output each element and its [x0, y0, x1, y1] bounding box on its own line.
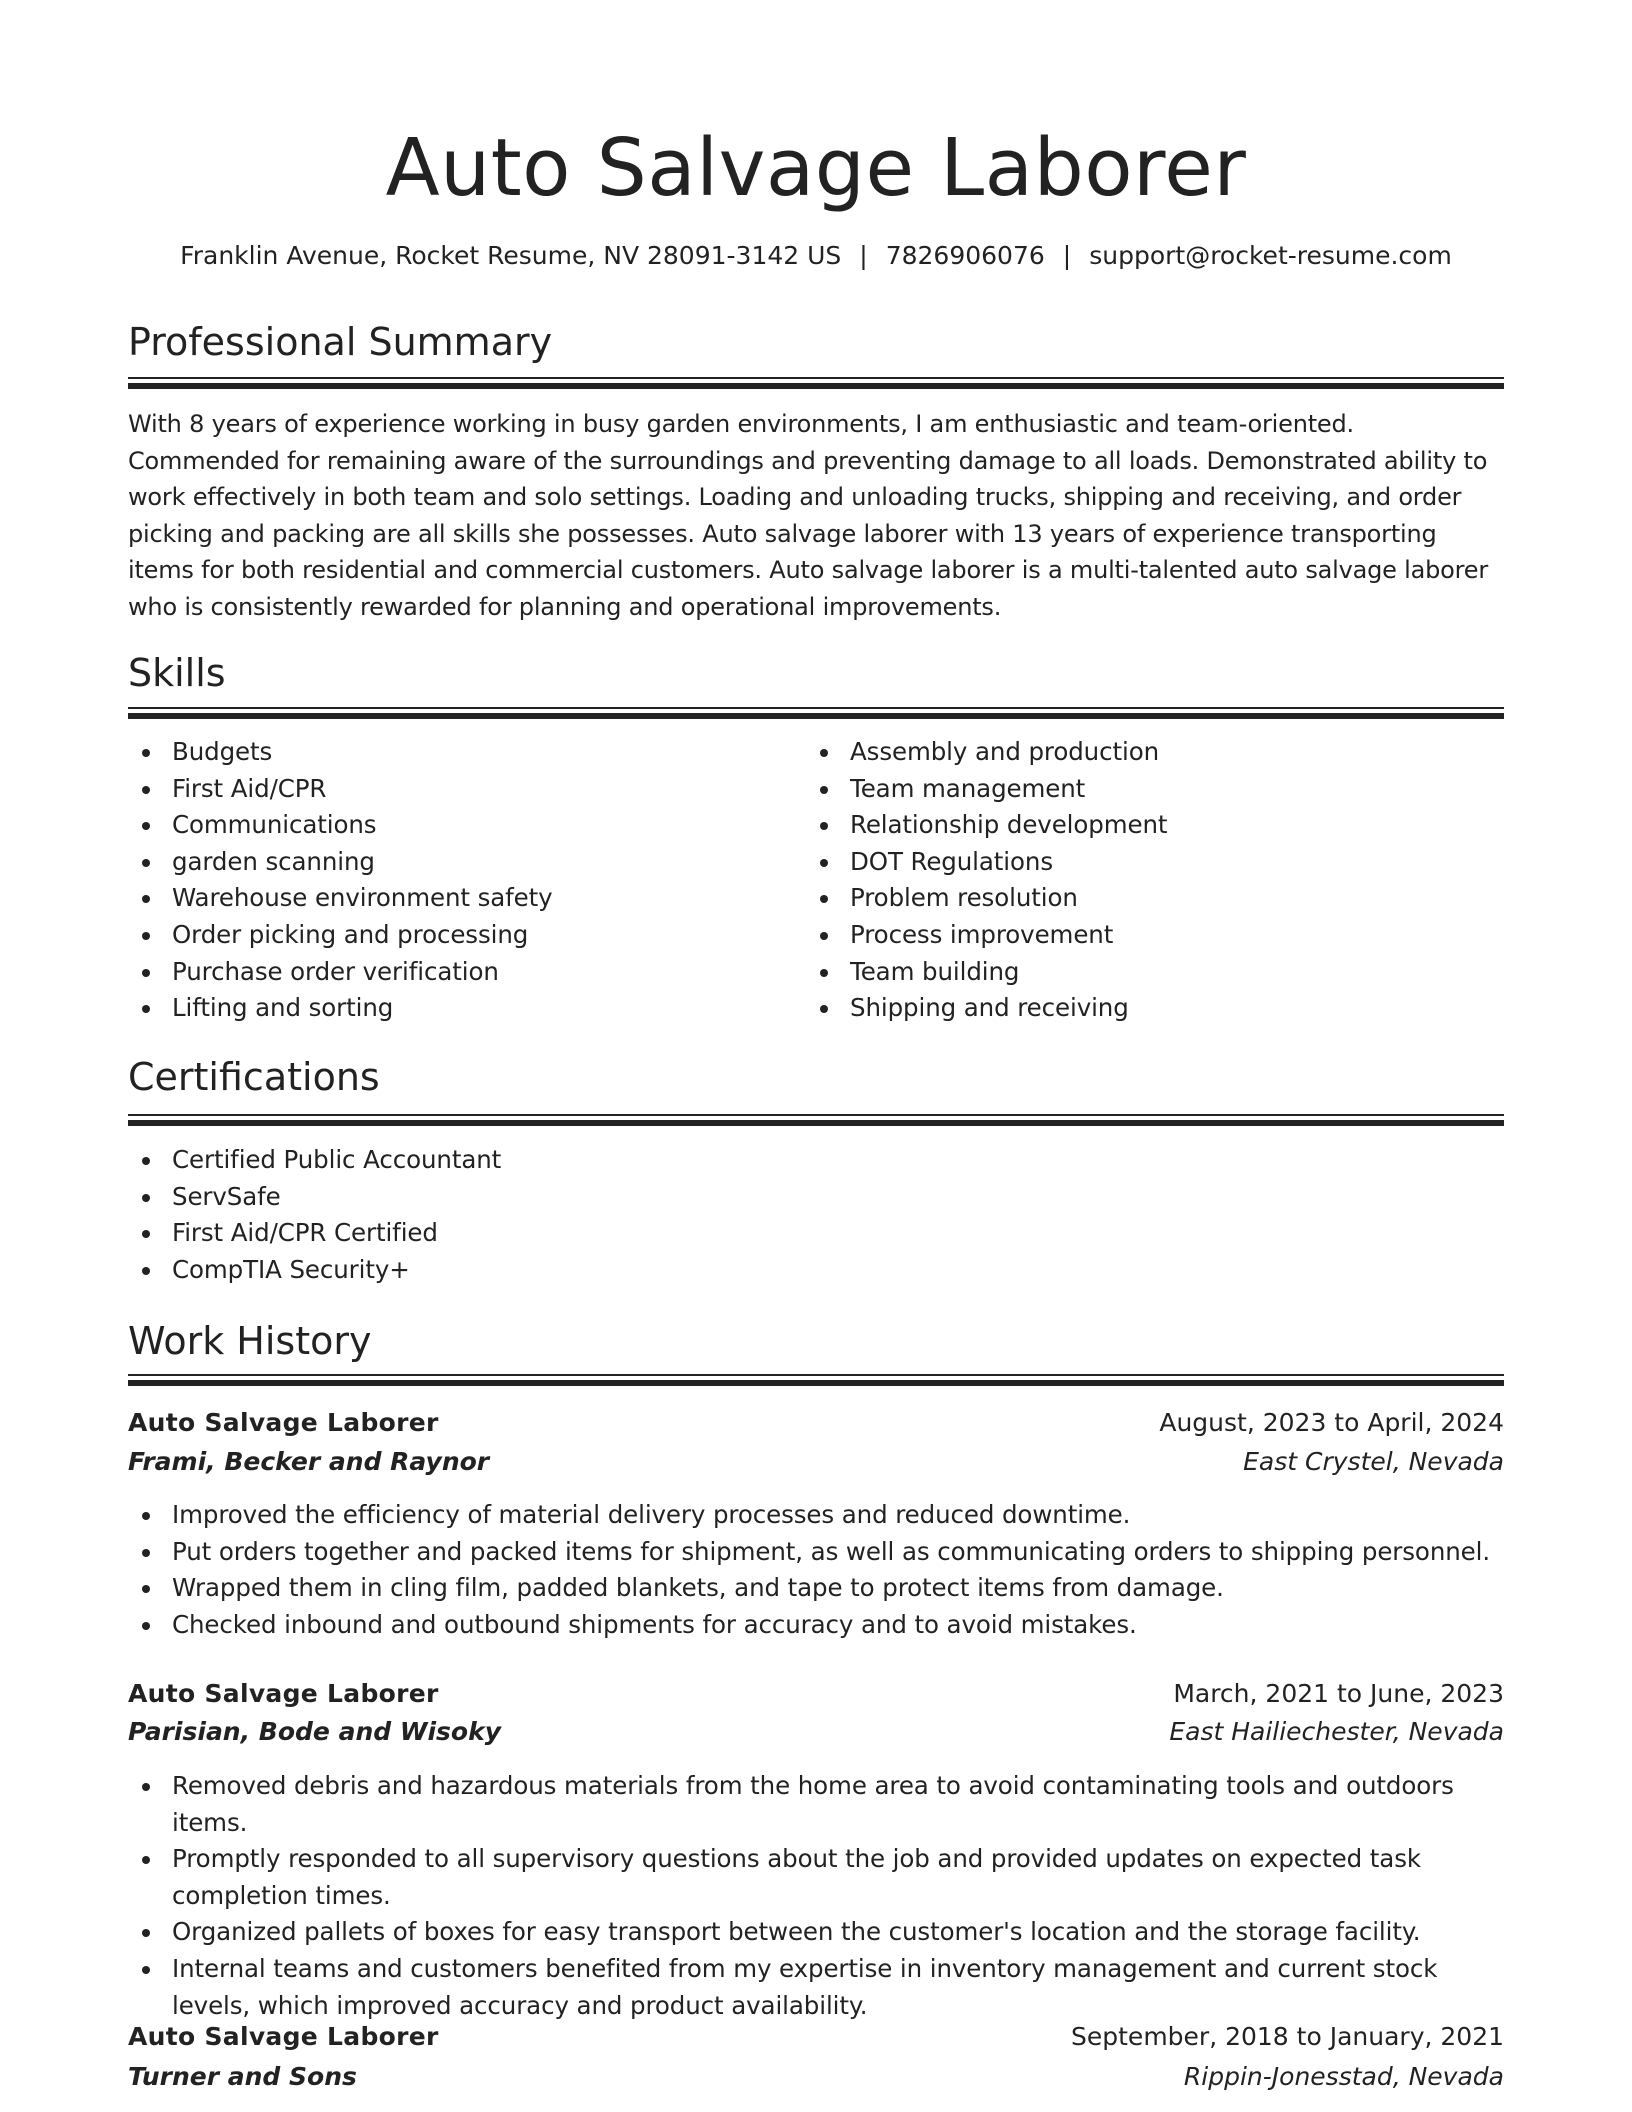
job-company: Frami, Becker and Raynor: [128, 1447, 490, 1476]
job-header: [128, 1403, 1504, 1443]
list-item: Team management: [806, 771, 1506, 808]
list-item: Warehouse environment safety: [128, 880, 788, 917]
job-title: Auto Salvage Laborer: [128, 2022, 439, 2051]
job-header: [128, 1674, 1504, 1714]
job-bullets: [128, 1768, 1504, 2024]
list-item: First Aid/CPR: [128, 771, 788, 808]
job-company: Turner and Sons: [128, 2062, 357, 2091]
list-item: Order picking and processing: [128, 917, 788, 954]
section-divider: [128, 377, 1504, 389]
list-item: CompTIA Security+: [128, 1252, 1504, 1289]
skills-list-right: [806, 734, 1506, 1027]
contact-line: [0, 239, 1632, 273]
contact-address: Franklin Avenue, Rocket Resume, NV 28091-3142 US: [180, 241, 842, 270]
section-divider: [128, 707, 1504, 719]
certifications-list: [128, 1142, 1504, 1288]
job-location: East Crystel, Nevada: [1243, 1447, 1504, 1476]
job-company: Parisian, Bode and Wisoky: [128, 1717, 501, 1746]
resume-title: Auto Salvage Laborer: [385, 122, 1247, 214]
skills-list-left: [128, 734, 788, 1027]
contact-phone: 7826906076: [885, 241, 1045, 270]
section-divider: [128, 1114, 1504, 1126]
section-divider: [128, 1374, 1504, 1386]
list-item: Assembly and production: [806, 734, 1506, 771]
list-item: Promptly responded to all supervisory questions about the job and provided updates on expected task completion times.: [128, 1841, 1504, 1914]
list-item: Purchase order verification: [128, 954, 788, 991]
list-item: Put orders together and packed items for shipment, as well as communicating orders to shipping personnel.: [128, 1534, 1504, 1571]
job-subheader: [128, 2057, 1504, 2097]
list-item: Team building: [806, 954, 1506, 991]
job-dates: September, 2018 to January, 2021: [1071, 2022, 1504, 2051]
list-item: Relationship development: [806, 807, 1506, 844]
job-location: East Hailiechester, Nevada: [1169, 1717, 1504, 1746]
list-item: Improved the efficiency of material delivery processes and reduced downtime.: [128, 1497, 1504, 1534]
list-item: Budgets: [128, 734, 788, 771]
job-subheader: [128, 1442, 1504, 1482]
list-item: ServSafe: [128, 1179, 1504, 1216]
list-item: Internal teams and customers benefited from my expertise in inventory management and current stock levels, which improved accuracy and product availability.: [128, 1951, 1504, 2024]
list-item: Process improvement: [806, 917, 1506, 954]
job-location: Rippin-Jonesstad, Nevada: [1183, 2062, 1504, 2091]
list-item: Wrapped them in cling film, padded blankets, and tape to protect items from damage.: [128, 1570, 1504, 1607]
contact-separator: |: [859, 241, 868, 270]
list-item: Removed debris and hazardous materials from the home area to avoid contaminating tools and outdoors items.: [128, 1768, 1504, 1841]
summary-heading: Professional Summary: [128, 320, 553, 364]
list-item: First Aid/CPR Certified: [128, 1215, 1504, 1252]
work-history-heading: Work History: [128, 1319, 372, 1363]
job-bullets: [128, 1497, 1504, 1643]
job-title: Auto Salvage Laborer: [128, 1408, 439, 1437]
list-item: Certified Public Accountant: [128, 1142, 1504, 1179]
job-title: Auto Salvage Laborer: [128, 1679, 439, 1708]
list-item: Communications: [128, 807, 788, 844]
job-dates: March, 2021 to June, 2023: [1173, 1679, 1504, 1708]
list-item: Problem resolution: [806, 880, 1506, 917]
skills-heading: Skills: [128, 651, 226, 695]
job-header: [128, 2017, 1504, 2057]
list-item: Organized pallets of boxes for easy transport between the customer's location and the storage facility.: [128, 1914, 1504, 1951]
contact-separator: |: [1062, 241, 1072, 270]
list-item: Checked inbound and outbound shipments for accuracy and to avoid mistakes.: [128, 1607, 1504, 1644]
summary-text: With 8 years of experience working in busy garden environments, I am enthusiastic and team-oriented. Commended for remaining aware of the surroundings and preventing damage to all loads. Demonstrated ability to work effectively in both team and solo settings. Loading and unloading trucks, shipping and receiving, and order picking and packing are all skills she possesses. Auto salvage laborer with 13 years of experience transporting items for both residential and commercial customers. Auto salvage laborer is a multi-talented auto salvage laborer who is consistently rewarded for planning and operational improvements.: [128, 410, 1489, 621]
contact-email: support@rocket-resume.com: [1089, 241, 1452, 270]
list-item: garden scanning: [128, 844, 788, 881]
certifications-heading: Certifications: [128, 1055, 380, 1099]
list-item: DOT Regulations: [806, 844, 1506, 881]
list-item: Shipping and receiving: [806, 990, 1506, 1027]
list-item: Lifting and sorting: [128, 990, 788, 1027]
job-subheader: [128, 1712, 1504, 1752]
job-dates: August, 2023 to April, 2024: [1159, 1408, 1504, 1437]
